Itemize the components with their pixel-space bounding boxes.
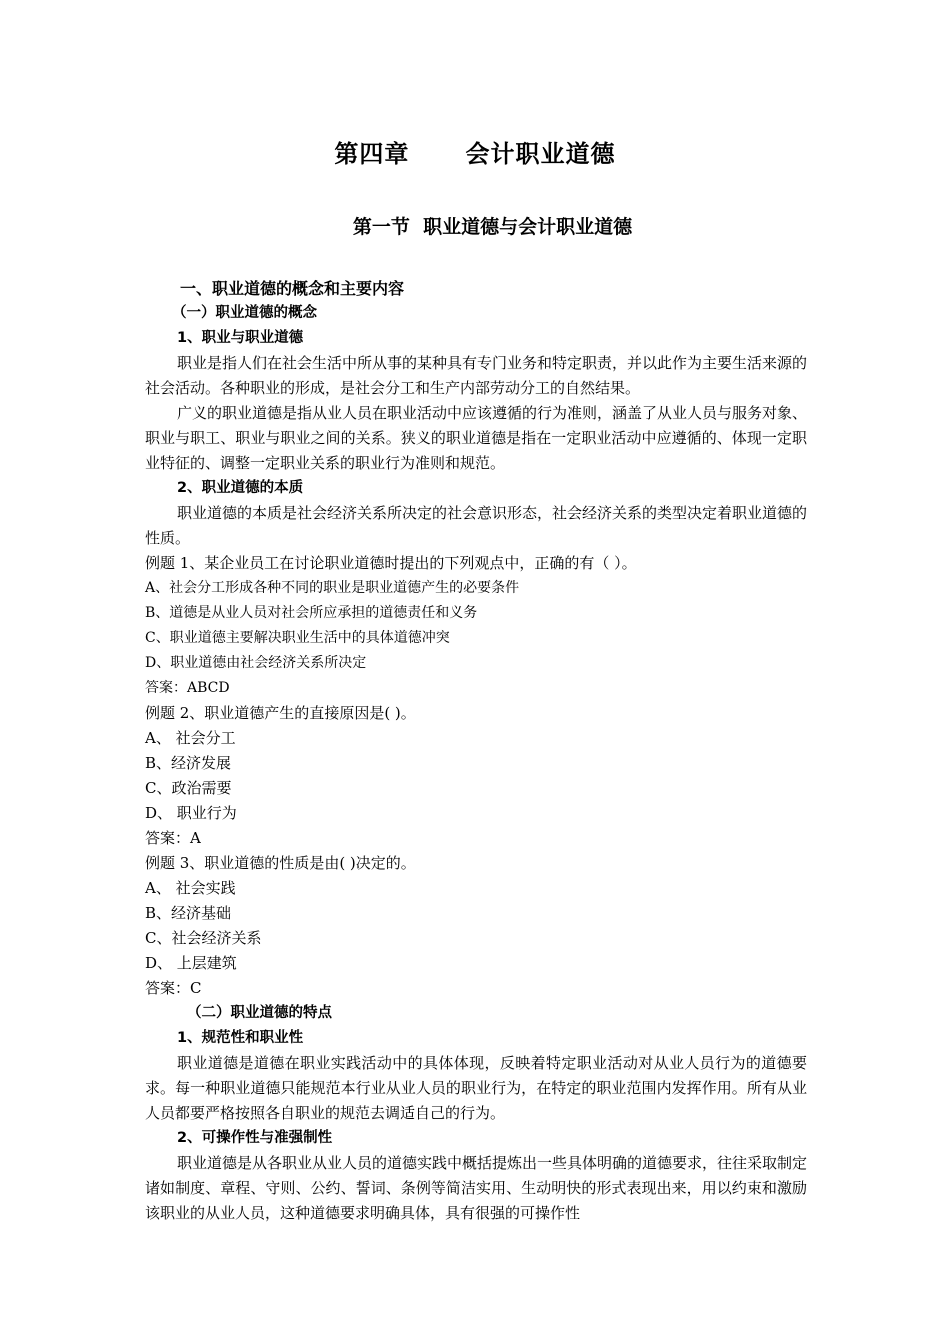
paragraph: 广义的职业道德是指从业人员在职业活动中应该遵循的行为准则，涵盖了从业人员与服务对象、职业与职工、职业与职业之间的关系。狭义的职业道德是指在一定职业活动中应遵循的、体现一定职业特征的、调整一定职业关系的职业行为准则和规范。: [145, 404, 808, 472]
example-question: 例题 3、职业道德的性质是由( )决定的。: [145, 854, 416, 872]
heading-level-1: 一、职业道德的概念和主要内容: [180, 279, 405, 298]
heading-level-2: （二）职业道德的特点: [187, 1005, 332, 1021]
paragraph: 职业是指人们在社会生活中所从事的某种具有专门业务和特定职责，并以此作为主要生活来源的社会活动。各种职业的形成，是社会分工和生产内部劳动分工的自然结果。: [145, 354, 808, 397]
example-option: A、 社会实践: [145, 879, 236, 897]
heading-level-3: 2、职业道德的本质: [177, 480, 304, 496]
heading-level-3: 2、可操作性与准强制性: [177, 1130, 333, 1146]
example-option: D、 上层建筑: [145, 954, 237, 972]
example-answer: 答案：A: [145, 829, 201, 847]
example-option: B、道德是从业人员对社会所应承担的道德责任和义务: [145, 605, 478, 621]
example-option: A、社会分工形成各种不同的职业是职业道德产生的必要条件: [145, 580, 520, 596]
example-option: B、经济基础: [145, 904, 232, 922]
example-option: C、政治需要: [145, 779, 232, 797]
example-option: B、经济发展: [145, 754, 232, 772]
paragraph: 职业道德是道德在职业实践活动中的具体体现，反映着特定职业活动对从业人员行为的道德要求。每一种职业道德只能规范本行业从业人员的职业行为，在特定的职业范围内发挥作用。所有从业人员都要严格按照各自职业的规范去调适自己的行为。: [145, 1054, 807, 1122]
example-question: 例题 1、某企业员工在讨论职业道德时提出的下列观点中，正确的有（ ）。: [145, 554, 637, 572]
example-option: D、职业道德由社会经济关系所决定: [145, 655, 367, 671]
example-option: C、职业道德主要解决职业生活中的具体道德冲突: [145, 630, 450, 646]
chapter-title: 第四章 会计职业道德: [334, 140, 616, 168]
paragraph: 职业道德的本质是社会经济关系所决定的社会意识形态，社会经济关系的类型决定着职业道德的性质。: [145, 504, 808, 547]
heading-level-3: 1、职业与职业道德: [177, 330, 304, 346]
heading-level-3: 1、规范性和职业性: [177, 1030, 304, 1046]
example-option: A、 社会分工: [145, 729, 236, 747]
example-option: C、社会经济关系: [145, 929, 262, 947]
heading-level-2: （一）职业道德的概念: [172, 305, 317, 321]
example-question: 例题 2、职业道德产生的直接原因是( )。: [145, 704, 416, 722]
paragraph: 职业道德是从各职业从业人员的道德实践中概括提炼出一些具体明确的道德要求，往往采取制定诸如制度、章程、守则、公约、誓词、条例等简洁实用、生动明快的形式表现出来，用以约束和激励该职业的从业人员，这种道德要求明确具体，具有很强的可操作性: [145, 1154, 808, 1222]
example-answer: 答案：C: [145, 979, 202, 997]
example-option: D、 职业行为: [145, 804, 237, 822]
section-title: 第一节 职业道德与会计职业道德: [352, 216, 633, 238]
document-body: [145, 276, 807, 1226]
example-answer: 答案：ABCD: [145, 680, 230, 696]
